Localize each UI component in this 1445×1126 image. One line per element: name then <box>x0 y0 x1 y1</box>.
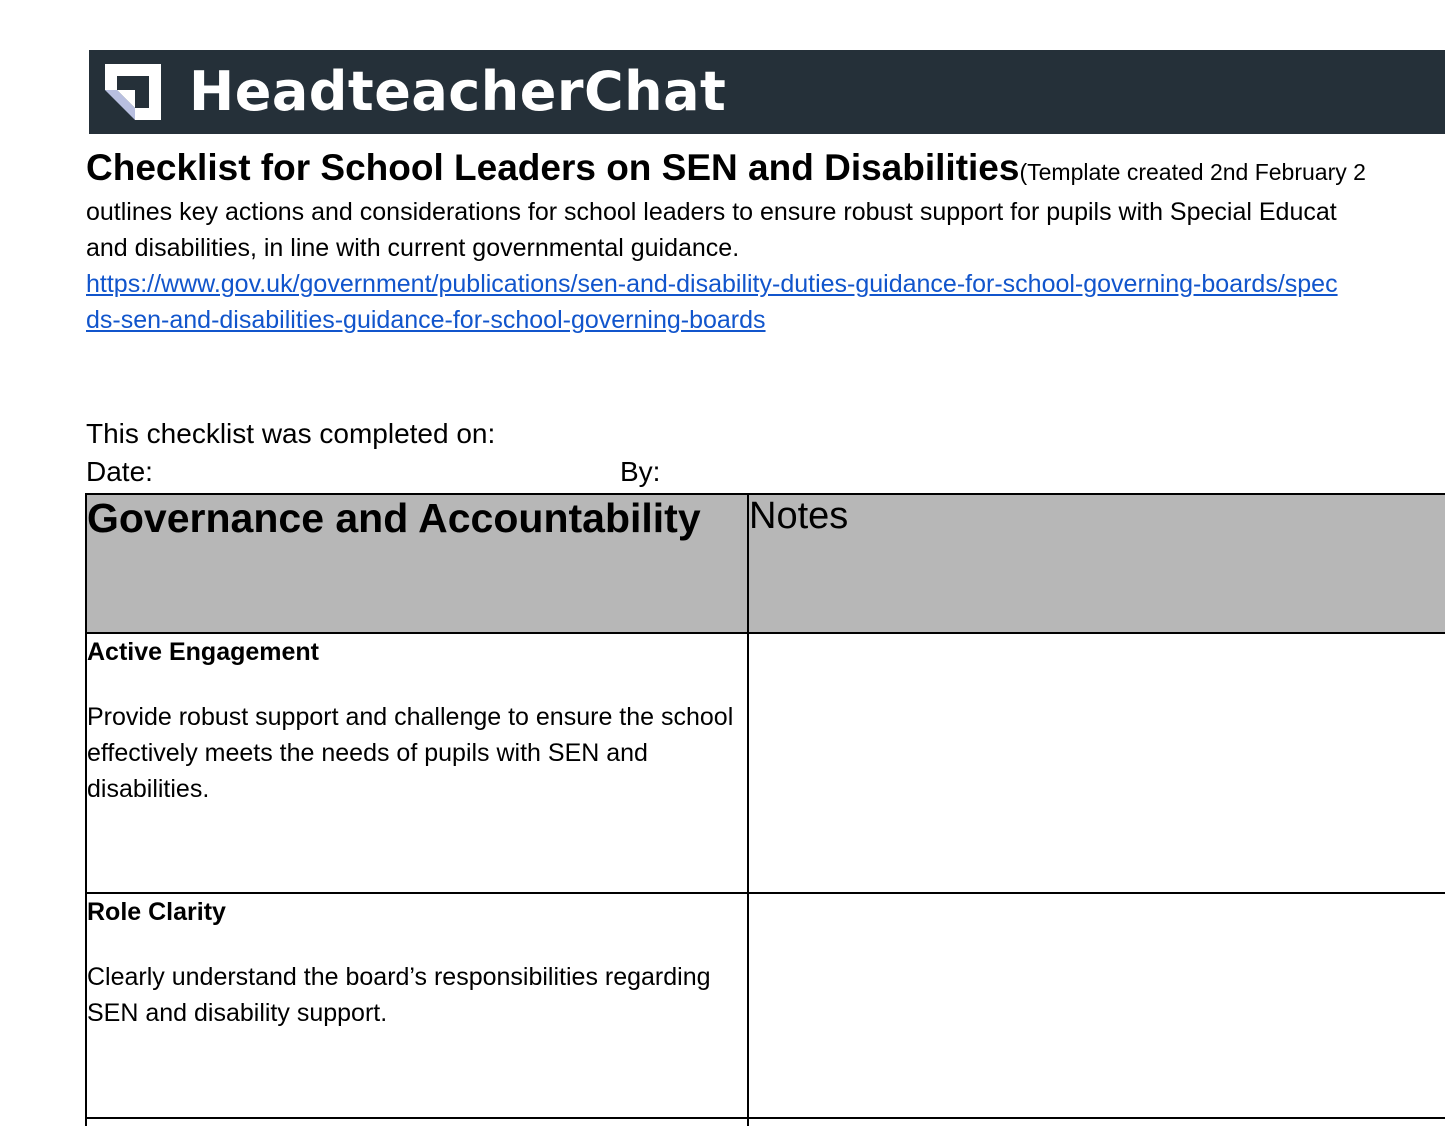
brand-banner <box>89 50 1445 134</box>
date-label: Date: <box>86 456 153 487</box>
item-description: Provide robust support and challenge to ensure the school effectively meets the needs of pupils with SEN and disabilities. <box>87 703 734 803</box>
table-row <box>86 633 1445 893</box>
table-row <box>86 893 1445 1118</box>
guidance-link[interactable]: https://www.gov.uk/government/publications/sen-and-disability-duties-guidance-for-school-governing-boards/spec <box>86 270 1338 298</box>
table-header-row <box>86 494 1445 633</box>
checklist-table <box>85 493 1445 1126</box>
notes-heading: Notes <box>748 494 1445 633</box>
table-row <box>86 1118 1445 1126</box>
intro-paragraph <box>86 194 1445 338</box>
by-label: By: <box>620 456 661 487</box>
item-description: Clearly understand the board’s responsibilities regarding SEN and disability support. <box>87 963 711 1027</box>
completion-label: This checklist was completed on: <box>86 418 496 449</box>
notes-cell[interactable] <box>748 893 1445 1118</box>
item-title: Active Engagement <box>87 638 320 666</box>
section-heading: Governance and Accountability <box>86 494 748 633</box>
title-note: (Template created 2nd February 2 <box>1019 159 1366 185</box>
item-title: Role Clarity <box>87 898 226 926</box>
brand-name: HeadteacherChat <box>189 60 727 123</box>
checklist-item-cell <box>86 633 748 893</box>
headteacherchat-logo-icon <box>99 60 165 124</box>
title-text: Checklist for School Leaders on SEN and Disabilities <box>86 147 1020 188</box>
checklist-item-cell <box>86 893 748 1118</box>
intro-line: outlines key actions and considerations for school leaders to ensure robust support for pupils with Special Educat <box>86 198 1337 226</box>
notes-cell[interactable] <box>748 1118 1445 1126</box>
document-title <box>86 145 1366 195</box>
notes-cell[interactable] <box>748 633 1445 893</box>
guidance-link-continued[interactable]: ds-sen-and-disabilities-guidance-for-school-governing-boards <box>86 306 766 334</box>
intro-line: and disabilities, in line with current governmental guidance. <box>86 234 740 262</box>
checklist-item-cell <box>86 1118 748 1126</box>
